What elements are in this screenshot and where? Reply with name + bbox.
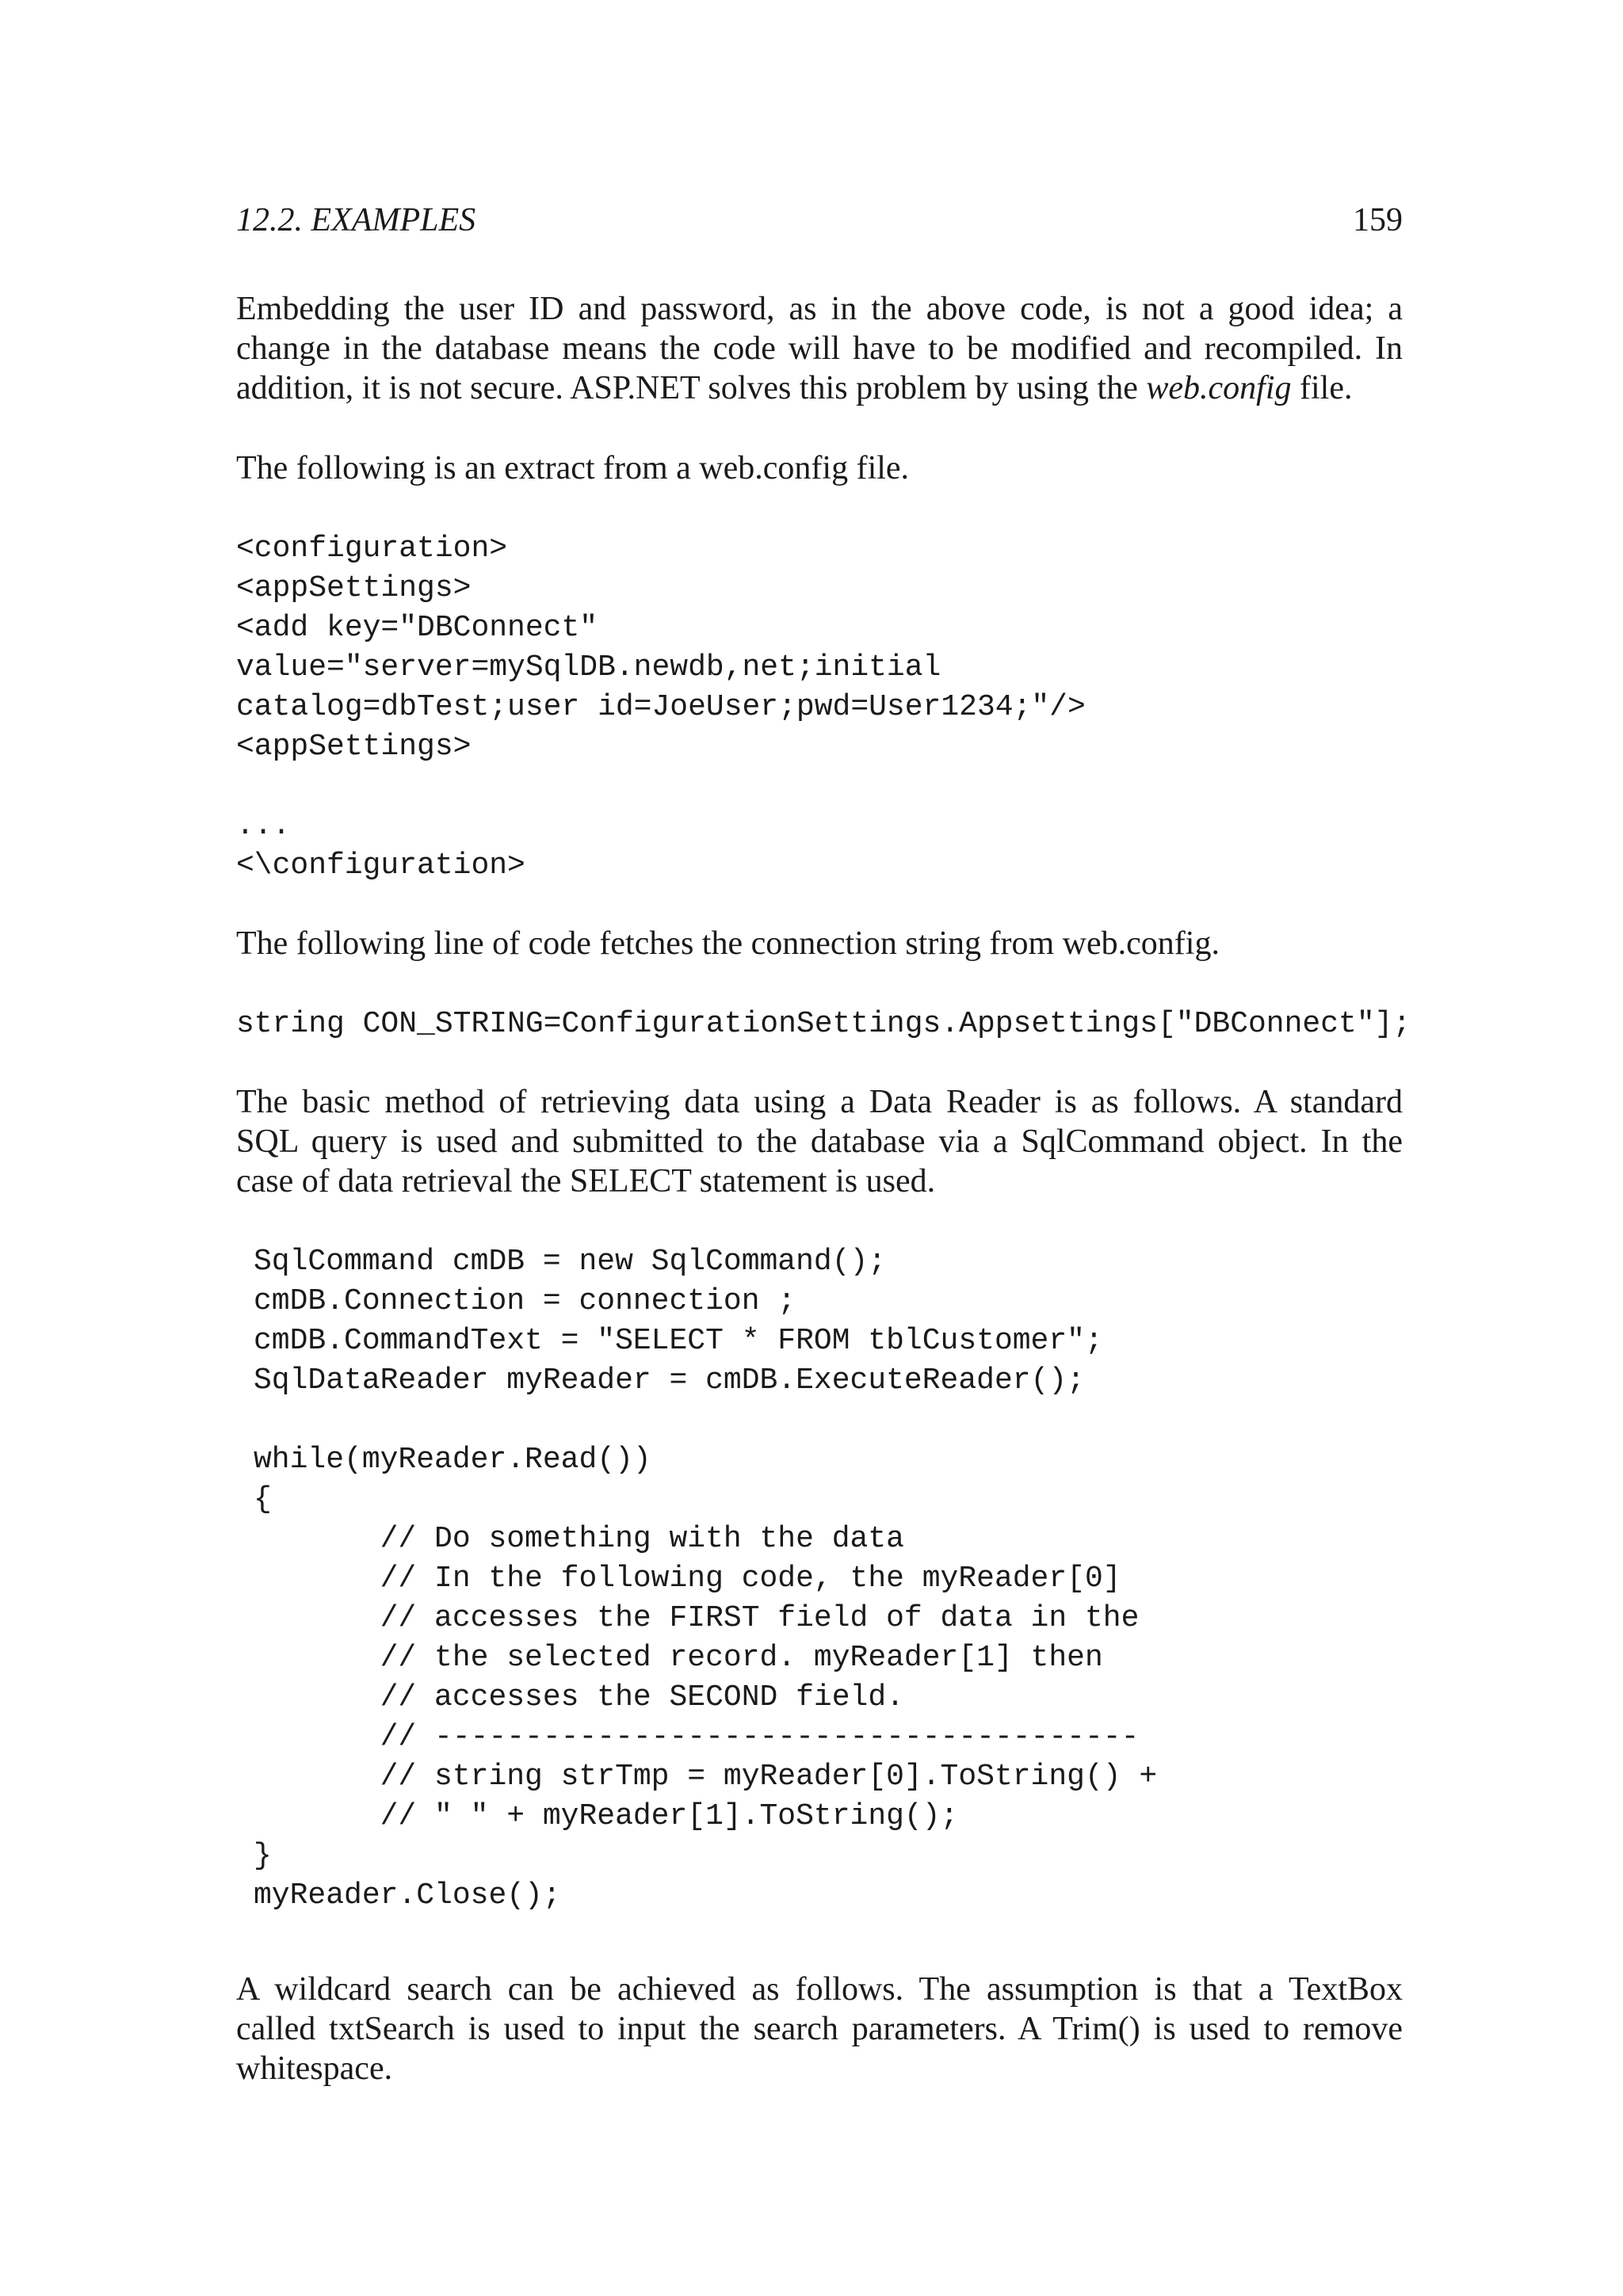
code-line: // the selected record. myReader[1] then: [254, 1641, 1103, 1675]
paragraph-connection-string-intro: [236, 924, 1403, 963]
paragraph-web-config-intro: [236, 289, 1403, 408]
code-line: // string strTmp = myReader[0].ToString() +: [254, 1760, 1158, 1794]
paragraph-line: SQL query is used and submitted to the database via a SqlCommand object. In the: [236, 1123, 1403, 1160]
code-line: // accesses the FIRST field of data in the: [254, 1601, 1140, 1635]
code-block-data-reader: [254, 1242, 1157, 1916]
paragraph-wildcard-search: [236, 1970, 1403, 2088]
paragraph-line: The following line of code fetches the connection string from web.config.: [236, 925, 1220, 962]
code-line: SqlDataReader myReader = cmDB.ExecuteReader();: [254, 1363, 1085, 1398]
code-line: <appSettings>: [236, 730, 472, 764]
code-line: // In the following code, the myReader[0]: [254, 1562, 1121, 1596]
code-line: string CON_STRING=ConfigurationSettings.Appsettings["DBConnect"];: [236, 1007, 1411, 1041]
code-line: <\configuration>: [236, 849, 525, 883]
code-line: [236, 767, 1086, 807]
paragraph-line: A wildcard search can be achieved as follows. The assumption is that a TextBox: [236, 1971, 1403, 2008]
code-line: while(myReader.Read()): [254, 1443, 651, 1477]
paragraph-line: Embedding the user ID and password, as in the above code, is not a good idea; a: [236, 291, 1403, 327]
code-line: myReader.Close();: [254, 1878, 561, 1913]
paragraph-data-reader-intro: [236, 1082, 1403, 1201]
code-line: // accesses the SECOND field.: [254, 1680, 904, 1714]
paragraph-line: whitespace.: [236, 2050, 393, 2087]
paragraph-line: case of data retrieval the SELECT statement is used.: [236, 1163, 936, 1199]
page-number: 159: [1353, 202, 1403, 238]
code-line: SqlCommand cmDB = new SqlCommand();: [254, 1245, 887, 1279]
code-block-web-config: [236, 529, 1086, 886]
code-line: cmDB.CommandText = "SELECT * FROM tblCustomer";: [254, 1324, 1103, 1358]
emphasized-term: web.config: [1146, 370, 1292, 406]
text-run: file.: [1291, 370, 1353, 406]
code-block-connection-string: [236, 1005, 1411, 1044]
code-line: <add key="DBConnect": [236, 611, 598, 645]
code-line: }: [254, 1839, 272, 1873]
code-line: // Do something with the data: [254, 1522, 904, 1556]
paragraph-line: The following is an extract from a web.config file.: [236, 450, 910, 486]
code-line: <appSettings>: [236, 571, 472, 605]
code-line: catalog=dbTest;user id=JoeUser;pwd=User1234;"/>: [236, 690, 1086, 724]
paragraph-extract-intro: [236, 448, 1403, 488]
code-line: <configuration>: [236, 532, 508, 566]
paragraph-line: called txtSearch is used to input the search parameters. A Trim() is used to remove: [236, 2011, 1403, 2047]
paragraph-line: [236, 368, 1403, 408]
code-line: {: [254, 1482, 272, 1516]
paragraph-line: The basic method of retrieving data using a Data Reader is as follows. A standard: [236, 1084, 1403, 1120]
code-line: value="server=mySqlDB.newdb,net;initial: [236, 650, 941, 685]
paragraph-line: change in the database means the code will have to be modified and recompiled. In: [236, 330, 1403, 367]
code-line: ...: [236, 809, 291, 843]
code-line: // " " + myReader[1].ToString();: [254, 1799, 959, 1833]
code-line: cmDB.Connection = connection ;: [254, 1284, 796, 1318]
code-line: [254, 1401, 1157, 1440]
code-line: // ---------------------------------------: [254, 1720, 1140, 1754]
running-header: 12.2. EXAMPLES: [236, 202, 476, 238]
text-run: addition, it is not secure. ASP.NET solves this problem by using the: [236, 370, 1147, 406]
